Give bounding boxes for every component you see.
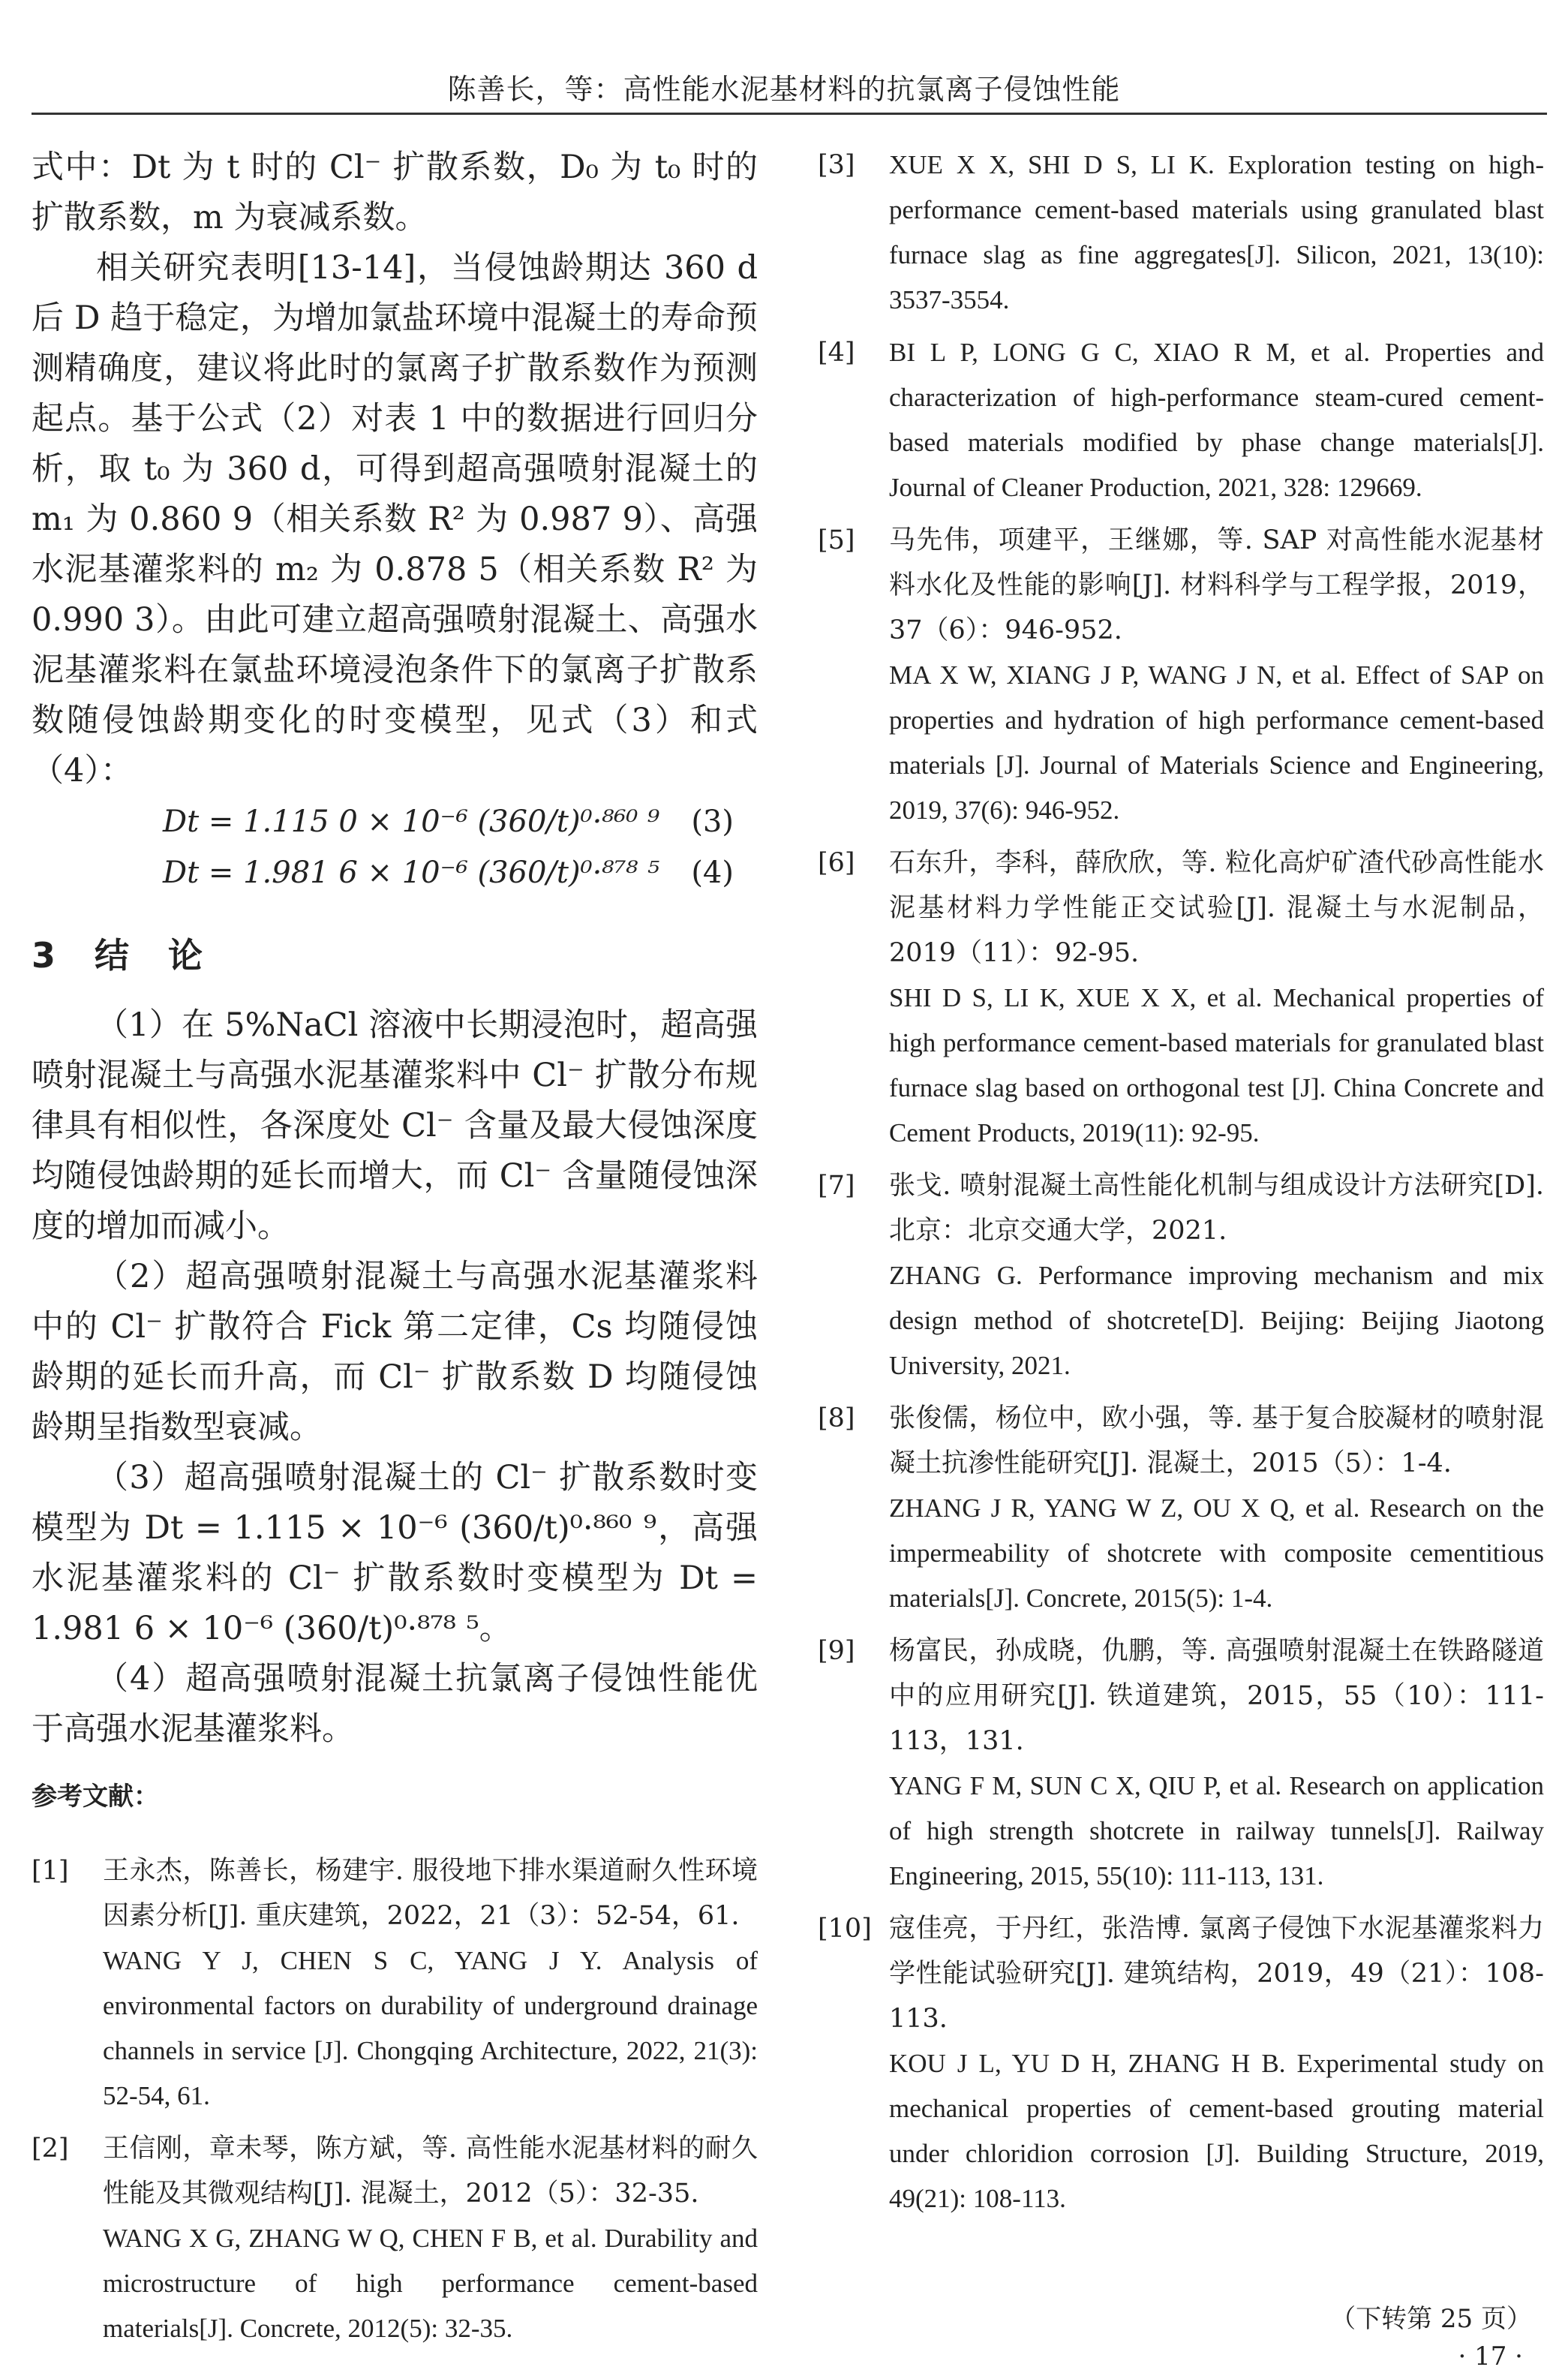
reference-item (818, 1906, 1544, 2221)
section-title: 3 结 论 (32, 935, 217, 976)
reference-en: BI L P, LONG G C, XIAO R M, et al. Properties and characterization of high-performance steam-cured cement-based materials modified by phase change materials[J]. Journal of Cleaner Production, 2021, 328: 129669. (889, 338, 1544, 502)
reference-item (32, 2126, 758, 2351)
page-number: · 17 · (1458, 2341, 1523, 2371)
conclusion-item: （1）在 5%NaCl 溶液中长期浸泡时，超高强喷射混凝土与高强水泥基灌浆料中 Cl⁻ 扩散分布规律具有相似性，各深度处 Cl⁻ 含量及最大侵蚀深度均随侵蚀龄期的延长而增大，而 Cl⁻ 含量随侵蚀深度的增加而减小。 (32, 1006, 758, 1245)
conclusion-item: （2）超高强喷射混凝土与高强水泥基灌浆料中的 Cl⁻ 扩散符合 Fick 第二定律，Cs 均随侵蚀龄期的延长而升高，而 Cl⁻ 扩散系数 D 均随侵蚀龄期呈指数型衰减。 (32, 1258, 758, 1446)
reference-en: MA X W, XIANG J P, WANG J N, et al. Effect of SAP on properties and hydration of high performance cement-based materials [J]. Journal of Materials Science and Engineering, 2019, 37(6): 946-952. (889, 660, 1544, 825)
reference-number: [8] (818, 1403, 855, 1433)
reference-cn: 寇佳亮，于丹红，张浩博. 氯离子侵蚀下水泥基灌浆料力学性能试验研究[J]. 建筑结构，2019，49（21）：108-113. (889, 1914, 1544, 2034)
reference-number: [10] (818, 1914, 872, 1944)
equation-3 (32, 796, 758, 847)
right-column (818, 143, 1544, 2229)
conclusion-item: （3）超高强喷射混凝土的 Cl⁻ 扩散系数时变模型为 Dt = 1.115 × 10⁻⁶ (360/t)⁰·⁸⁶⁰ ⁹，高强水泥基灌浆料的 Cl⁻ 扩散系数时变模型为 Dt = 1.981 6 × 10⁻⁶ (360/t)⁰·⁸⁷⁸ ⁵。 (32, 1459, 758, 1647)
reference-item (818, 841, 1544, 1156)
reference-en: SHI D S, LI K, XUE X X, et al. Mechanical properties of high performance cement-based materials for granulated blast furnace slag based on orthogonal test [J]. China Concrete and Cement Products, 2019(11): 92-95. (889, 983, 1544, 1147)
reference-number: [5] (818, 525, 855, 555)
conclusion-item: （4）超高强喷射混凝土抗氯离子侵蚀性能优于高强水泥基灌浆料。 (32, 1660, 758, 1748)
reference-cn: 张戈. 喷射混凝土高性能化机制与组成设计方法研究[D]. 北京：北京交通大学，2021. (889, 1171, 1544, 1246)
equation-4 (32, 847, 758, 898)
reference-number: [9] (818, 1636, 855, 1666)
equation-number: (3) (691, 805, 734, 839)
reference-number: [3] (818, 150, 855, 180)
reference-number: [2] (32, 2134, 69, 2164)
equation-expression: Dt = 1.115 0 × 10⁻⁶ (360/t)⁰·⁸⁶⁰ ⁹ (163, 805, 660, 839)
body-paragraph: 相关研究表明[13-14]，当侵蚀龄期达 360 d 后 D 趋于稳定，为增加氯盐环境中混凝土的寿命预测精确度，建议将此时的氯离子扩散系数作为预测起点。基于公式（2）对表 1 中的数据进行回归分析，取 t₀ 为 360 d，可得到超高强喷射混凝土的 m₁ 为 0.860 9（相关系数 R² 为 0.987 9）、高强水泥基灌浆料的 m₂ 为 0.878 5（相关系数 R² 为 0.990 3）。由此可建立超高强喷射混凝土、高强水泥基灌浆料在氯盐环境浸泡条件下的氯离子扩散系数随侵蚀龄期变化的时变模型，见式（3）和式（4）： (32, 249, 758, 789)
reference-cn: 张俊儒，杨位中，欧小强，等. 基于复合胶凝材的喷射混凝土抗渗性能研究[J]. 混凝土，2015（5）：1-4. (889, 1403, 1544, 1478)
reference-en: KOU J L, YU D H, ZHANG H B. Experimental study on mechanical properties of cement-based grouting material under chloridion corrosion [J]. Building Structure, 2019, 49(21): 108-113. (889, 2049, 1544, 2213)
reference-cn: 马先伟，项建平，王继娜，等. SAP 对高性能水泥基材料水化及性能的影响[J]. 材料科学与工程学报，2019，37（6）：946-952. (889, 525, 1544, 645)
equation-number: (4) (691, 856, 734, 890)
reference-item (818, 518, 1544, 833)
reference-en: ZHANG J R, YANG W Z, OU X Q, et al. Research on the impermeability of shotcrete with composite cementitious materials[J]. Concrete, 2015(5): 1-4. (889, 1493, 1544, 1613)
reference-en: WANG X G, ZHANG W Q, CHEN F B, et al. Durability and microstructure of high performance cement-based materials[J]. Concrete, 2012(5): 32-35. (103, 2224, 758, 2343)
continued-note: （下转第 25 页） (1330, 2304, 1532, 2334)
reference-item (818, 1396, 1544, 1621)
reference-cn: 王信刚，章未琴，陈方斌，等. 高性能水泥基材料的耐久性能及其微观结构[J]. 混凝土，2012（5）：32-35. (103, 2134, 758, 2209)
reference-item (818, 1629, 1544, 1899)
left-column (32, 143, 758, 2359)
reference-cn: 杨富民，孙成晓，仇鹏，等. 高强喷射混凝土在铁路隧道中的应用研究[J]. 铁道建筑，2015，55（10）：111-113，131. (889, 1636, 1544, 1756)
reference-item (818, 330, 1544, 510)
reference-item (818, 1163, 1544, 1388)
running-header: 陈善长，等：高性能水泥基材料的抗氯离子侵蚀性能 (447, 73, 1121, 106)
reference-item (818, 143, 1544, 323)
reference-number: [1] (32, 1856, 69, 1886)
reference-en: WANG Y J, CHEN S C, YANG J Y. Analysis of environmental factors on durability of underground drainage channels in service [J]. Chongqing Architecture, 2022, 21(3): 52-54, 61. (103, 1946, 758, 2110)
header-rule (32, 113, 1547, 115)
reference-cn: 王永杰，陈善长，杨建宇. 服役地下排水渠道耐久性环境因素分析[J]. 重庆建筑，2022，21（3）：52-54，61. (103, 1856, 758, 1931)
reference-en: XUE X X, SHI D S, LI K. Exploration testing on high-performance cement-based materials using granulated blast furnace slag as fine aggregates[J]. Silicon, 2021, 13(10): 3537-3554. (889, 150, 1544, 314)
reference-en: ZHANG G. Performance improving mechanism and mix design method of shotcrete[D]. Beijing: Beijing Jiaotong University, 2021. (889, 1261, 1544, 1380)
reference-en: YANG F M, SUN C X, QIU P, et al. Research on application of high strength shotcrete in railway tunnels[J]. Railway Engineering, 2015, 55(10): 111-113, 131. (889, 1771, 1544, 1890)
reference-number: [6] (818, 848, 855, 878)
equation-expression: Dt = 1.981 6 × 10⁻⁶ (360/t)⁰·⁸⁷⁸ ⁵ (163, 856, 660, 890)
reference-number: [4] (818, 338, 855, 368)
references-title: 参考文献： (32, 1782, 159, 1812)
reference-cn: 石东升，李科，薛欣欣，等. 粒化高炉矿渣代砂高性能水泥基材料力学性能正交试验[J]. 混凝土与水泥制品，2019（11）：92-95. (889, 848, 1544, 968)
reference-item (32, 1848, 758, 2119)
body-paragraph: 式中：Dt 为 t 时的 Cl⁻ 扩散系数，D₀ 为 t₀ 时的扩散系数，m 为衰减系数。 (32, 149, 758, 236)
reference-number: [7] (818, 1171, 855, 1201)
